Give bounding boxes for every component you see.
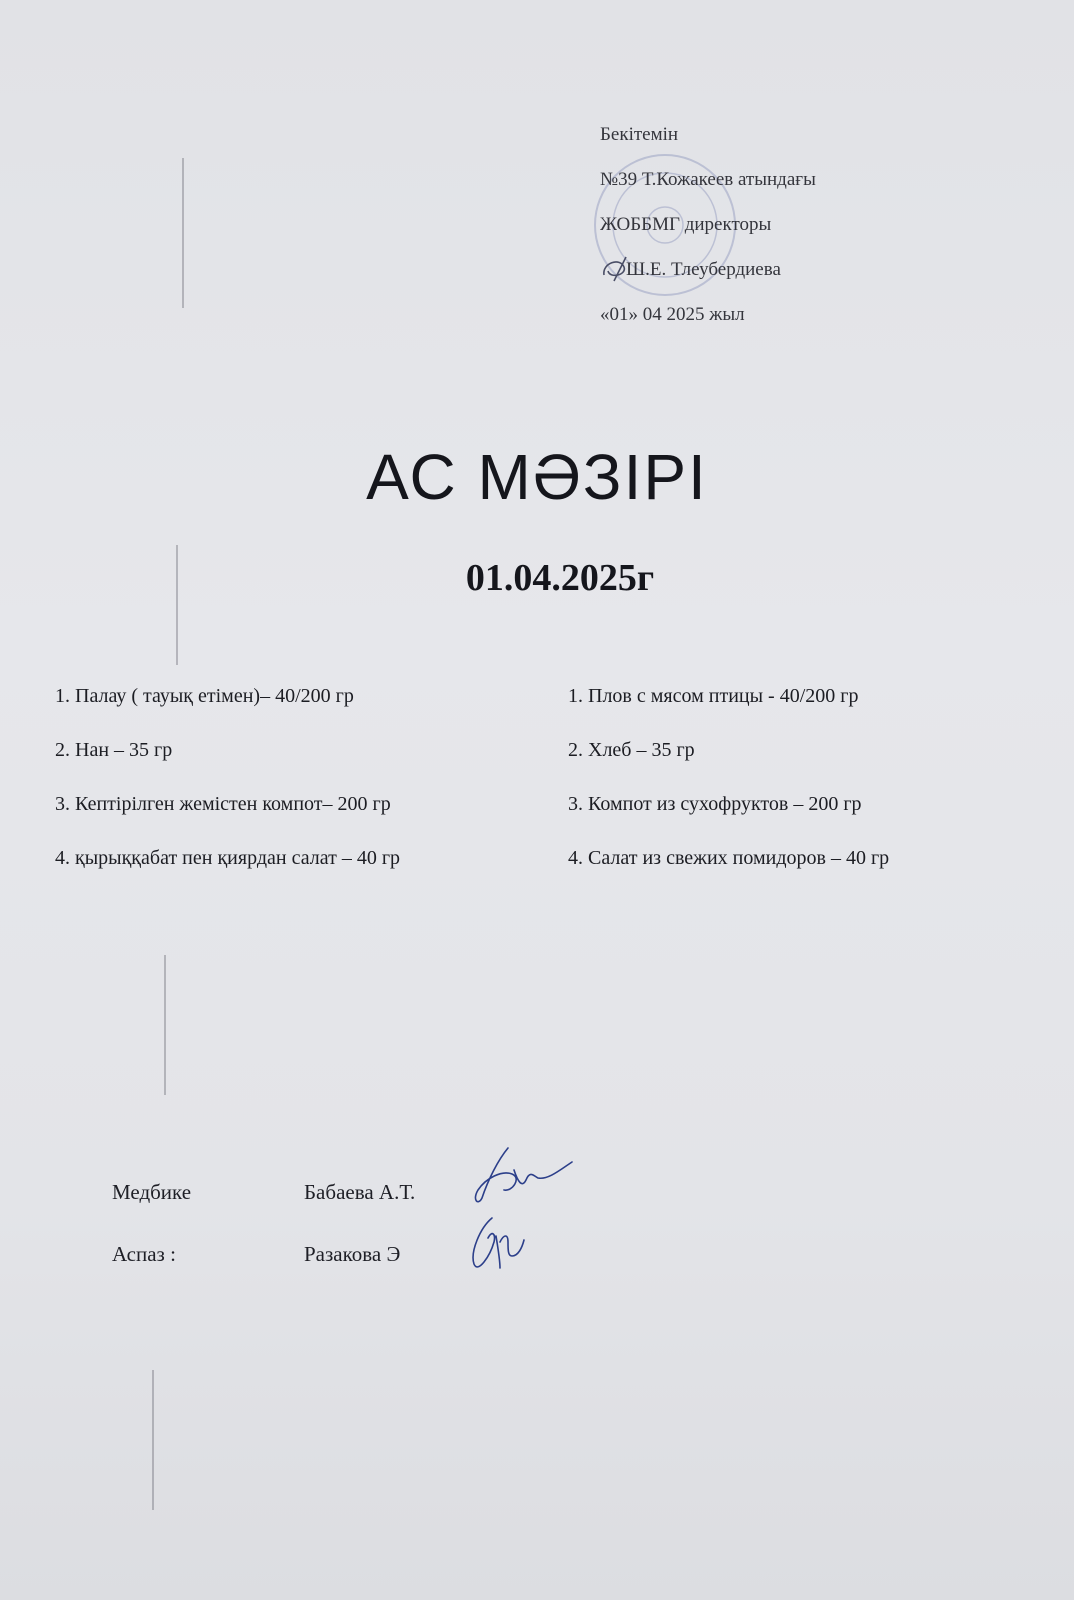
- staff-name: Разакова Э: [304, 1242, 401, 1266]
- paper-crease: [164, 955, 166, 1095]
- staff-name: Бабаева А.Т.: [304, 1180, 416, 1204]
- list-item: 3. Кептірілген жемістен компот– 200 гр: [55, 793, 391, 815]
- paper-crease: [152, 1370, 154, 1510]
- page-title: АС МӘЗІРІ: [366, 441, 708, 513]
- approval-date: «01» 04 2025 жыл: [600, 304, 745, 325]
- director-line: ЖОББМГ директоры: [600, 214, 772, 235]
- list-item: 4. қырыққабат пен қиярдан салат – 40 гр: [55, 847, 401, 869]
- staff-row-cook: [112, 1242, 415, 1304]
- director-name: [600, 247, 816, 292]
- medic-signature-icon: [468, 1140, 578, 1210]
- staff-signatures: [112, 1180, 415, 1304]
- school-line: №39 Т.Кожакеев атындағы: [600, 169, 816, 190]
- staff-role: Аспаз :: [112, 1242, 176, 1266]
- menu-list-kazakh: [55, 684, 400, 900]
- list-item: 2. Нан – 35 гр: [55, 739, 173, 761]
- staff-role: Медбике: [112, 1180, 192, 1204]
- approve-label: Бекітемін: [600, 124, 679, 145]
- list-item: 4. Салат из свежих помидоров – 40 гр: [568, 847, 890, 869]
- director-name-text: Ш.Е. Тлеубердиева: [626, 259, 781, 280]
- menu-date: 01.04.2025г: [465, 557, 655, 599]
- menu-list-russian: [568, 684, 889, 900]
- cook-signature-icon: [466, 1212, 536, 1282]
- list-item: 3. Компот из сухофруктов – 200 гр: [568, 793, 862, 815]
- paper-crease: [182, 158, 184, 308]
- list-item: 1. Палау ( тауық етімен)– 40/200 гр: [55, 685, 354, 707]
- list-item: 2. Хлеб – 35 гр: [568, 739, 695, 761]
- approval-block: [600, 112, 816, 337]
- list-item: 1. Плов с мясом птицы - 40/200 гр: [568, 685, 859, 707]
- director-signature-icon: [600, 253, 636, 283]
- staff-row-medic: [112, 1180, 415, 1242]
